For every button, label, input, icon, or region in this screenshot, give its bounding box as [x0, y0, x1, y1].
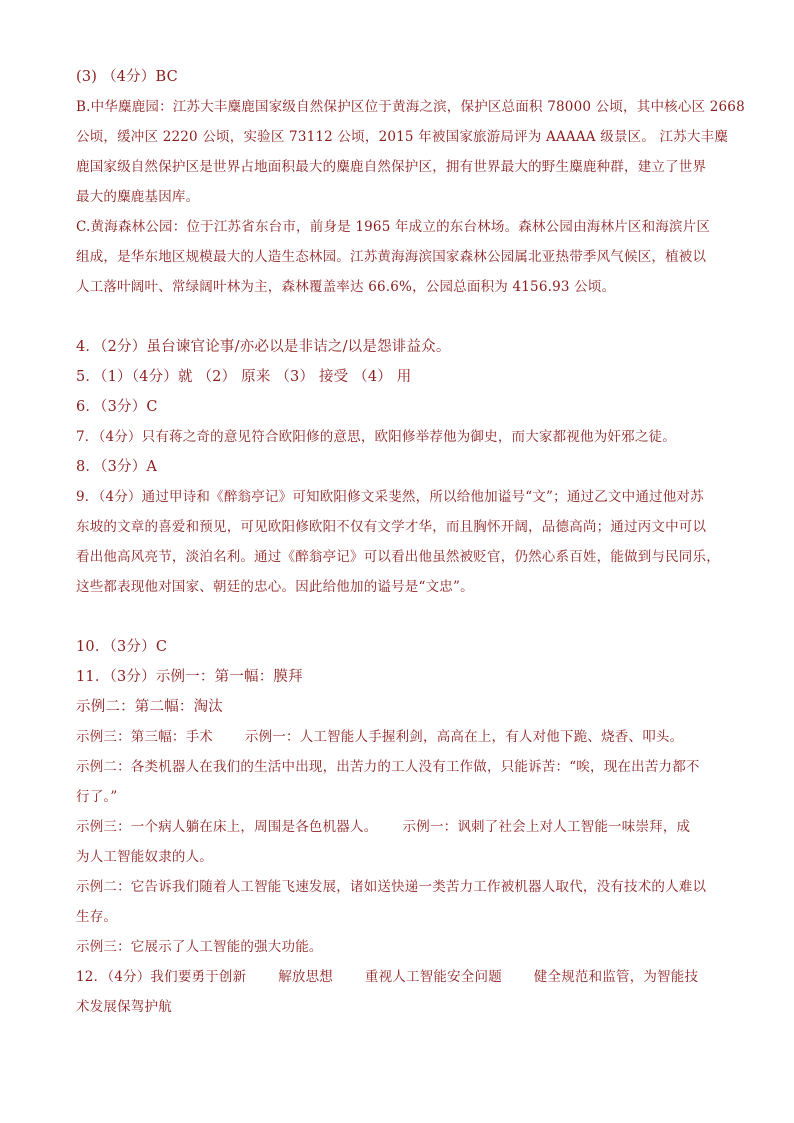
answer-line-9-4: 这些都表现他对国家、朝廷的忠心。因此给他加的谥号是“文忠”。 — [76, 579, 474, 595]
answer-line-b-2: 公顷，缓冲区 2220 公顷，实验区 73112 公顷，2015 年被国家旅游局评为 AAAAA 级景区。 江苏大丰麋 — [76, 129, 729, 145]
spacer — [76, 302, 726, 332]
answer-sheet — [76, 62, 745, 1022]
answer-line-b-1: B.中华麋鹿园：江苏大丰麋鹿国家级自然保护区位于黄海之滨，保护区总面积 78000 公顷，其中核心区 2668 — [76, 99, 745, 115]
spacer — [76, 602, 726, 632]
answer-line-11-9: 生存。 — [76, 909, 118, 925]
answer-line-10: 10．（3分）C — [76, 639, 168, 655]
answer-line-5: 5．（1）（4分）就 （2） 原来 （3） 接受 （4） 用 — [76, 369, 412, 385]
answer-line-12-1: 12．（4分）我们要勇于创新 解放思想 重视人工智能安全问题 健全规范和监管，为智能技 — [76, 969, 699, 985]
answer-line-11-5: 行了。” — [76, 789, 118, 805]
answer-line-c-1: C.黄海森林公园：位于江苏省东台市，前身是 1965 年成立的东台林场。森林公园由海林片区和海滨片区 — [76, 219, 711, 235]
answer-line-11-8: 示例二：它告诉我们随着人工智能飞速发展，诸如送快递一类苦力工作被机器人取代，没有技术的人难以 — [76, 879, 707, 895]
answer-line-11-7: 为人工智能奴隶的人。 — [76, 849, 213, 865]
answer-line-7: 7．（4分）只有蒋之奇的意见符合欧阳修的意思，欧阳修举荐他为御史，而大家都视他为奸邪之徒。 — [76, 429, 676, 445]
answer-line-11-10: 示例三：它展示了人工智能的强大功能。 — [76, 939, 323, 955]
answer-line-11-6: 示例三：一个病人躺在床上，周围是各色机器人。 示例一：讽刺了社会上对人工智能一味崇拜，成 — [76, 819, 691, 835]
answer-line-3: (3) （4分）BC — [76, 69, 178, 85]
answer-line-c-3: 人工落叶阔叶、常绿阔叶林为主，森林覆盖率达 66.6%，公园总面积为 4156.93 公顷。 — [76, 279, 616, 295]
answer-line-b-3: 鹿国家级自然保护区是世界占地面积最大的麋鹿自然保护区，拥有世界最大的野生麋鹿种群，建立了世界 — [76, 159, 707, 175]
answer-line-4: 4．（2分）虽台谏官论事/亦必以是非诘之/以是怨诽益众。 — [76, 339, 451, 355]
answer-line-11-4: 示例二：各类机器人在我们的生活中出现，出苦力的工人没有工作做，只能诉苦：“唉，现在出苦力都不 — [76, 759, 700, 775]
answer-line-12-2: 术发展保驾护航 — [76, 999, 172, 1015]
answer-line-6: 6．（3分）C — [76, 399, 158, 415]
answer-line-11-1: 11．（3分）示例一：第一幅：膜拜 — [76, 669, 303, 685]
answer-line-11-2: 示例二：第二幅：淘汰 — [76, 699, 223, 715]
answer-line-9-1: 9．（4分）通过甲诗和《醉翁亭记》可知欧阳修文采斐然，所以给他加谥号“文”；通过乙文中通过他对苏 — [76, 489, 704, 505]
answer-line-b-4: 最大的麋鹿基因库。 — [76, 189, 200, 205]
answer-line-8: 8．（3分）A — [76, 459, 158, 475]
answer-line-9-2: 东坡的文章的喜爱和预见，可见欧阳修欧阳不仅有文学才华，而且胸怀开阔，品德高尚；通过丙文中可以 — [76, 519, 707, 535]
answer-line-11-3: 示例三：第三幅：手术 示例一：人工智能人手握利剑，高高在上，有人对他下跪、烧香、叩头。 — [76, 729, 684, 745]
answer-line-c-2: 组成，是华东地区规模最大的人造生态林园。江苏黄海海滨国家森林公园属北亚热带季风气候区，植被以 — [76, 249, 707, 265]
answer-line-9-3: 看出他高风亮节，淡泊名利。通过《醉翁亭记》可以看出他虽然被贬官，仍然心系百姓，能做到与民同乐， — [76, 549, 720, 565]
